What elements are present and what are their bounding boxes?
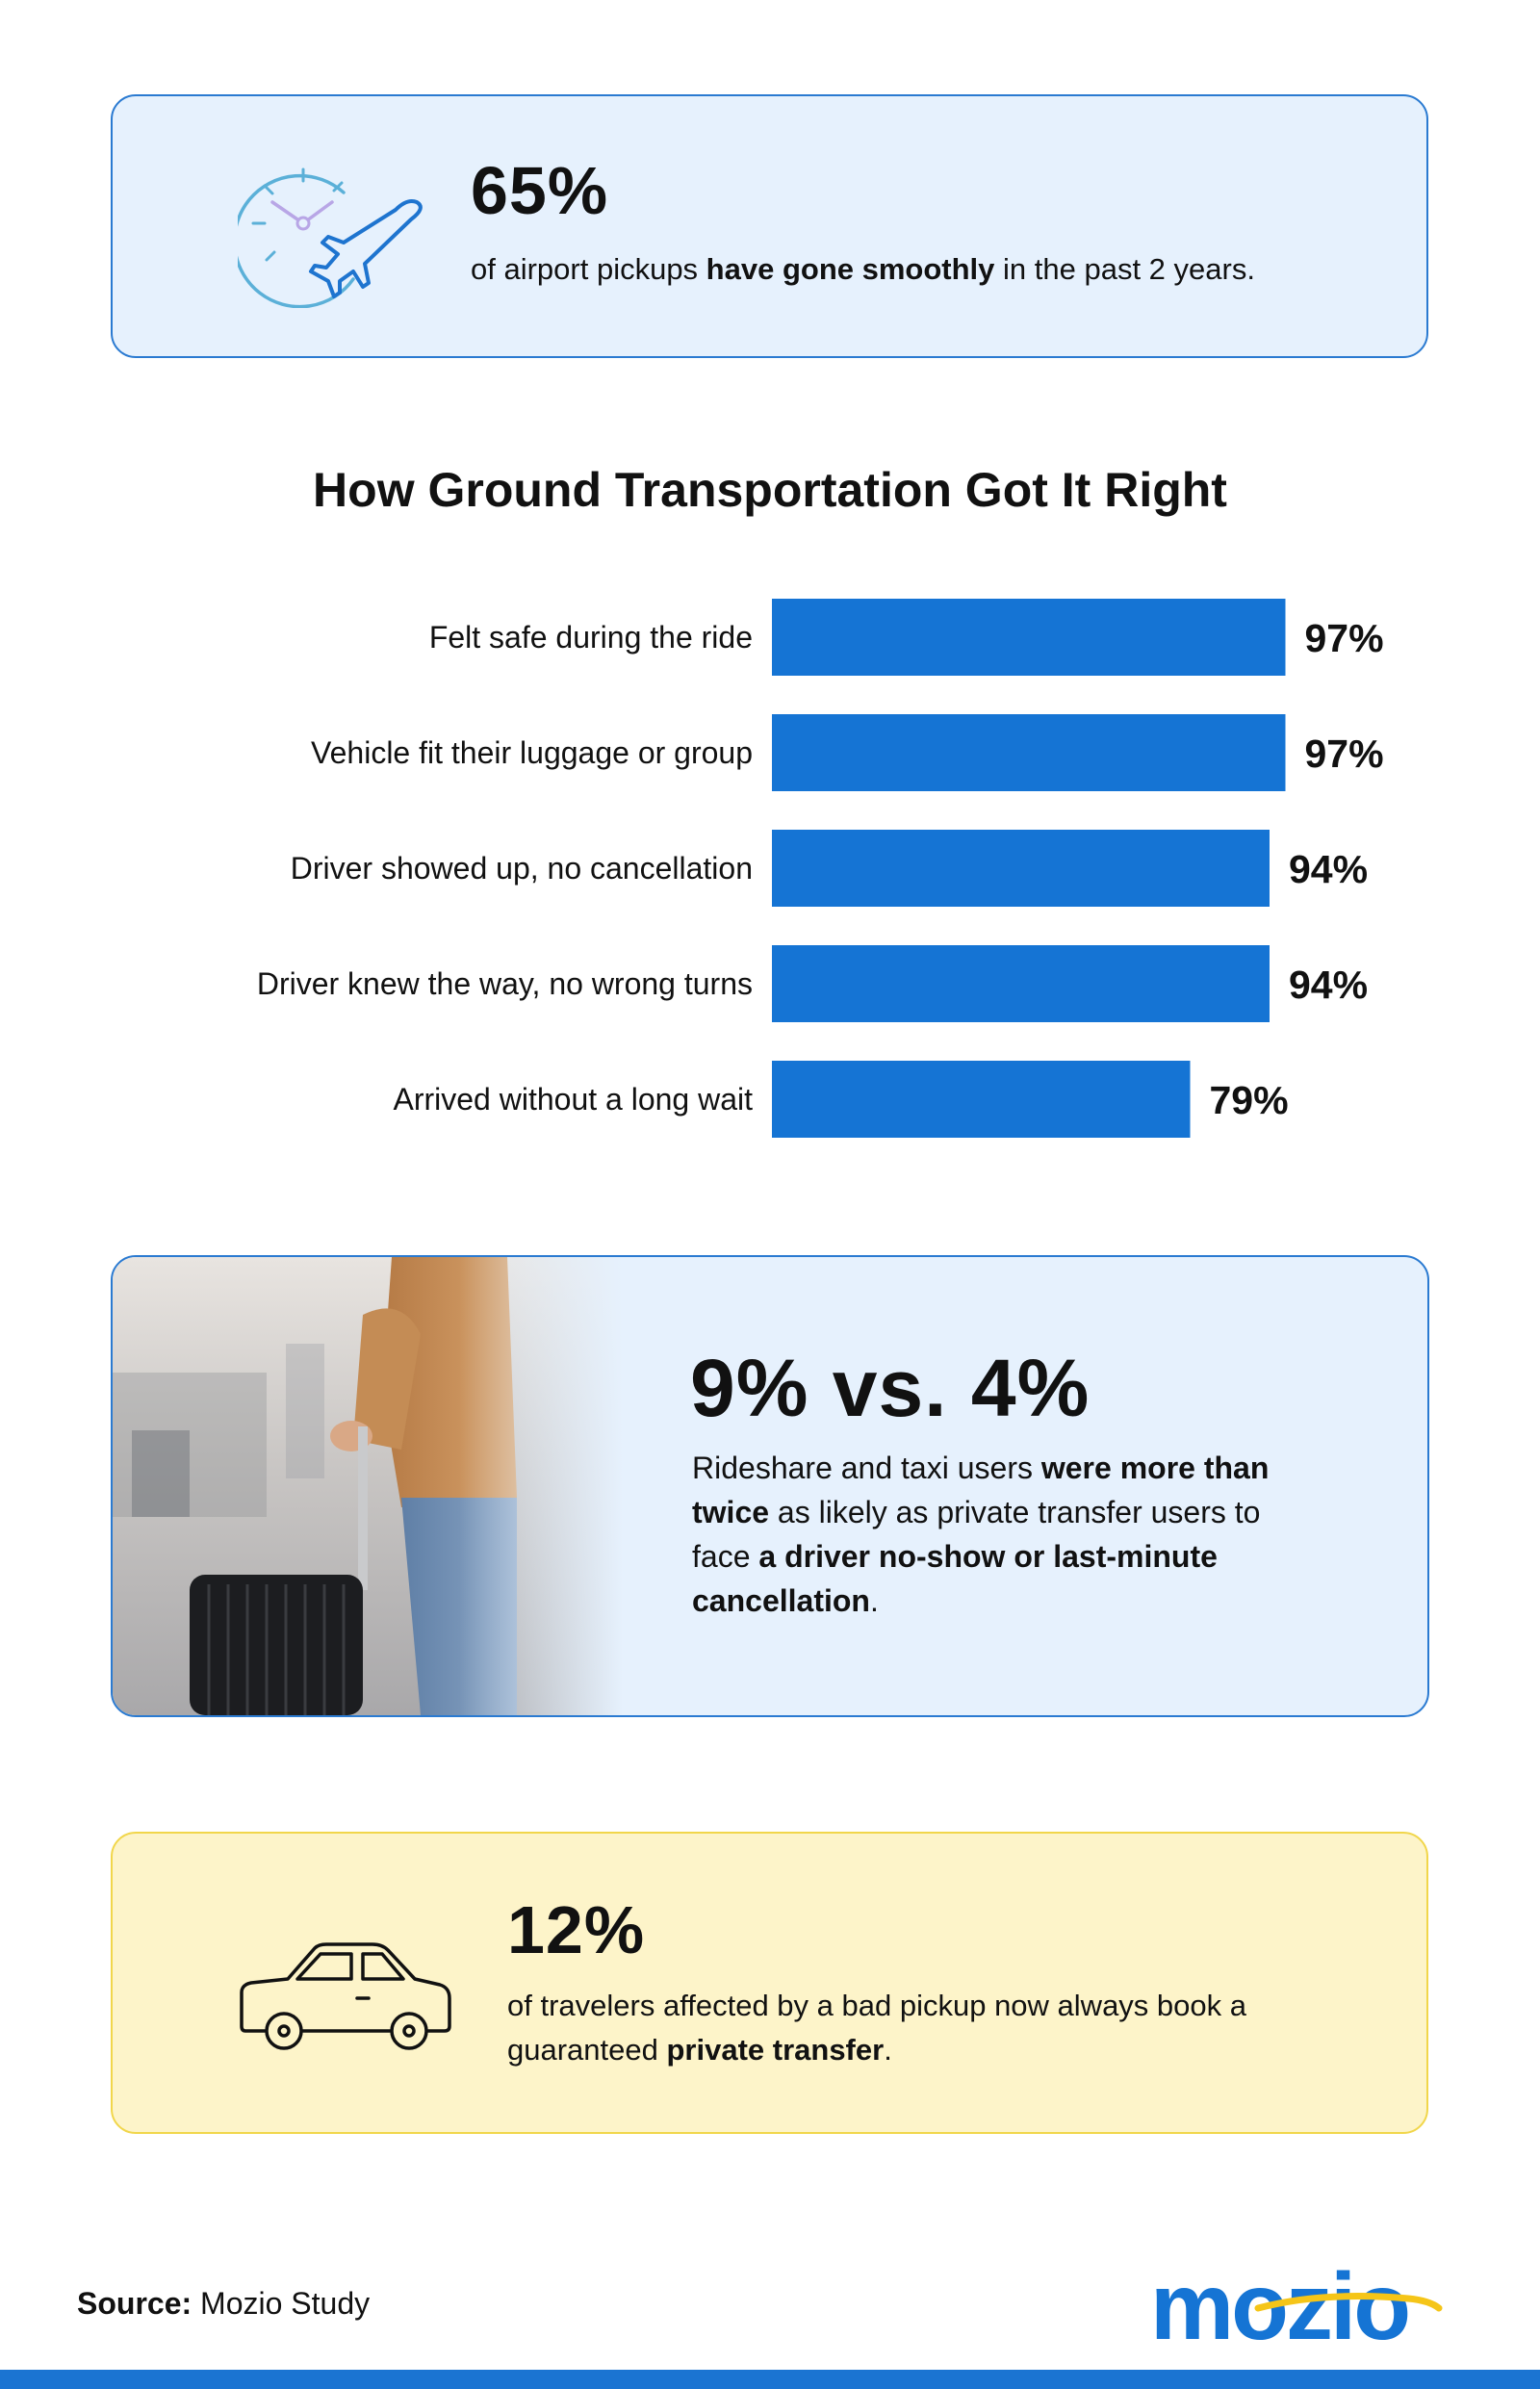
bar-value-label: 94%: [1289, 847, 1369, 891]
bar-category-label: Driver showed up, no cancellation: [290, 851, 753, 886]
bar: [772, 830, 1270, 907]
bottom-accent-bar: [0, 2370, 1540, 2389]
bar: [772, 945, 1270, 1022]
bar-category-label: Arrived without a long wait: [393, 1082, 753, 1117]
stat-card-no-show-comparison: [111, 1255, 1429, 1717]
car-icon: [238, 1935, 454, 2055]
mozio-logo-text: mozio: [1150, 2260, 1409, 2351]
bar: [772, 599, 1286, 676]
bar-value-label: 97%: [1304, 732, 1384, 776]
bar-category-label: Felt safe during the ride: [428, 620, 753, 655]
bar-value-label: 94%: [1289, 963, 1369, 1007]
bar-value-label: 97%: [1304, 616, 1384, 660]
bar-category-label: Driver knew the way, no wrong turns: [256, 966, 753, 1001]
stat-card-private-transfer: [111, 1832, 1428, 2134]
bar: [772, 714, 1286, 791]
bar: [772, 1061, 1191, 1138]
source-citation: Source: Mozio Study: [77, 2286, 371, 2321]
stat-description: of airport pickups have gone smoothly in the past 2 years.: [471, 252, 1255, 286]
traveler-with-suitcase-photo: [113, 1257, 623, 1715]
stat-description: of travelers affected by a bad pickup now always book a guaranteed private transfer.: [507, 1989, 1246, 2067]
bar-category-label: Vehicle fit their luggage or group: [311, 735, 753, 770]
stat-value: 65%: [471, 153, 609, 228]
stat-description: Rideshare and taxi users were more than twice as likely as private transfer users to face a driver no-show or last-minute cancellation.: [692, 1451, 1270, 1618]
stat-value: 12%: [507, 1892, 646, 1967]
mozio-logo[interactable]: [1150, 2260, 1468, 2351]
bar-value-label: 79%: [1209, 1078, 1289, 1122]
bar-chart: [0, 0, 1540, 1174]
chart-title: How Ground Transportation Got It Right: [313, 463, 1227, 517]
stat-value: 9% vs. 4%: [690, 1343, 1091, 1433]
